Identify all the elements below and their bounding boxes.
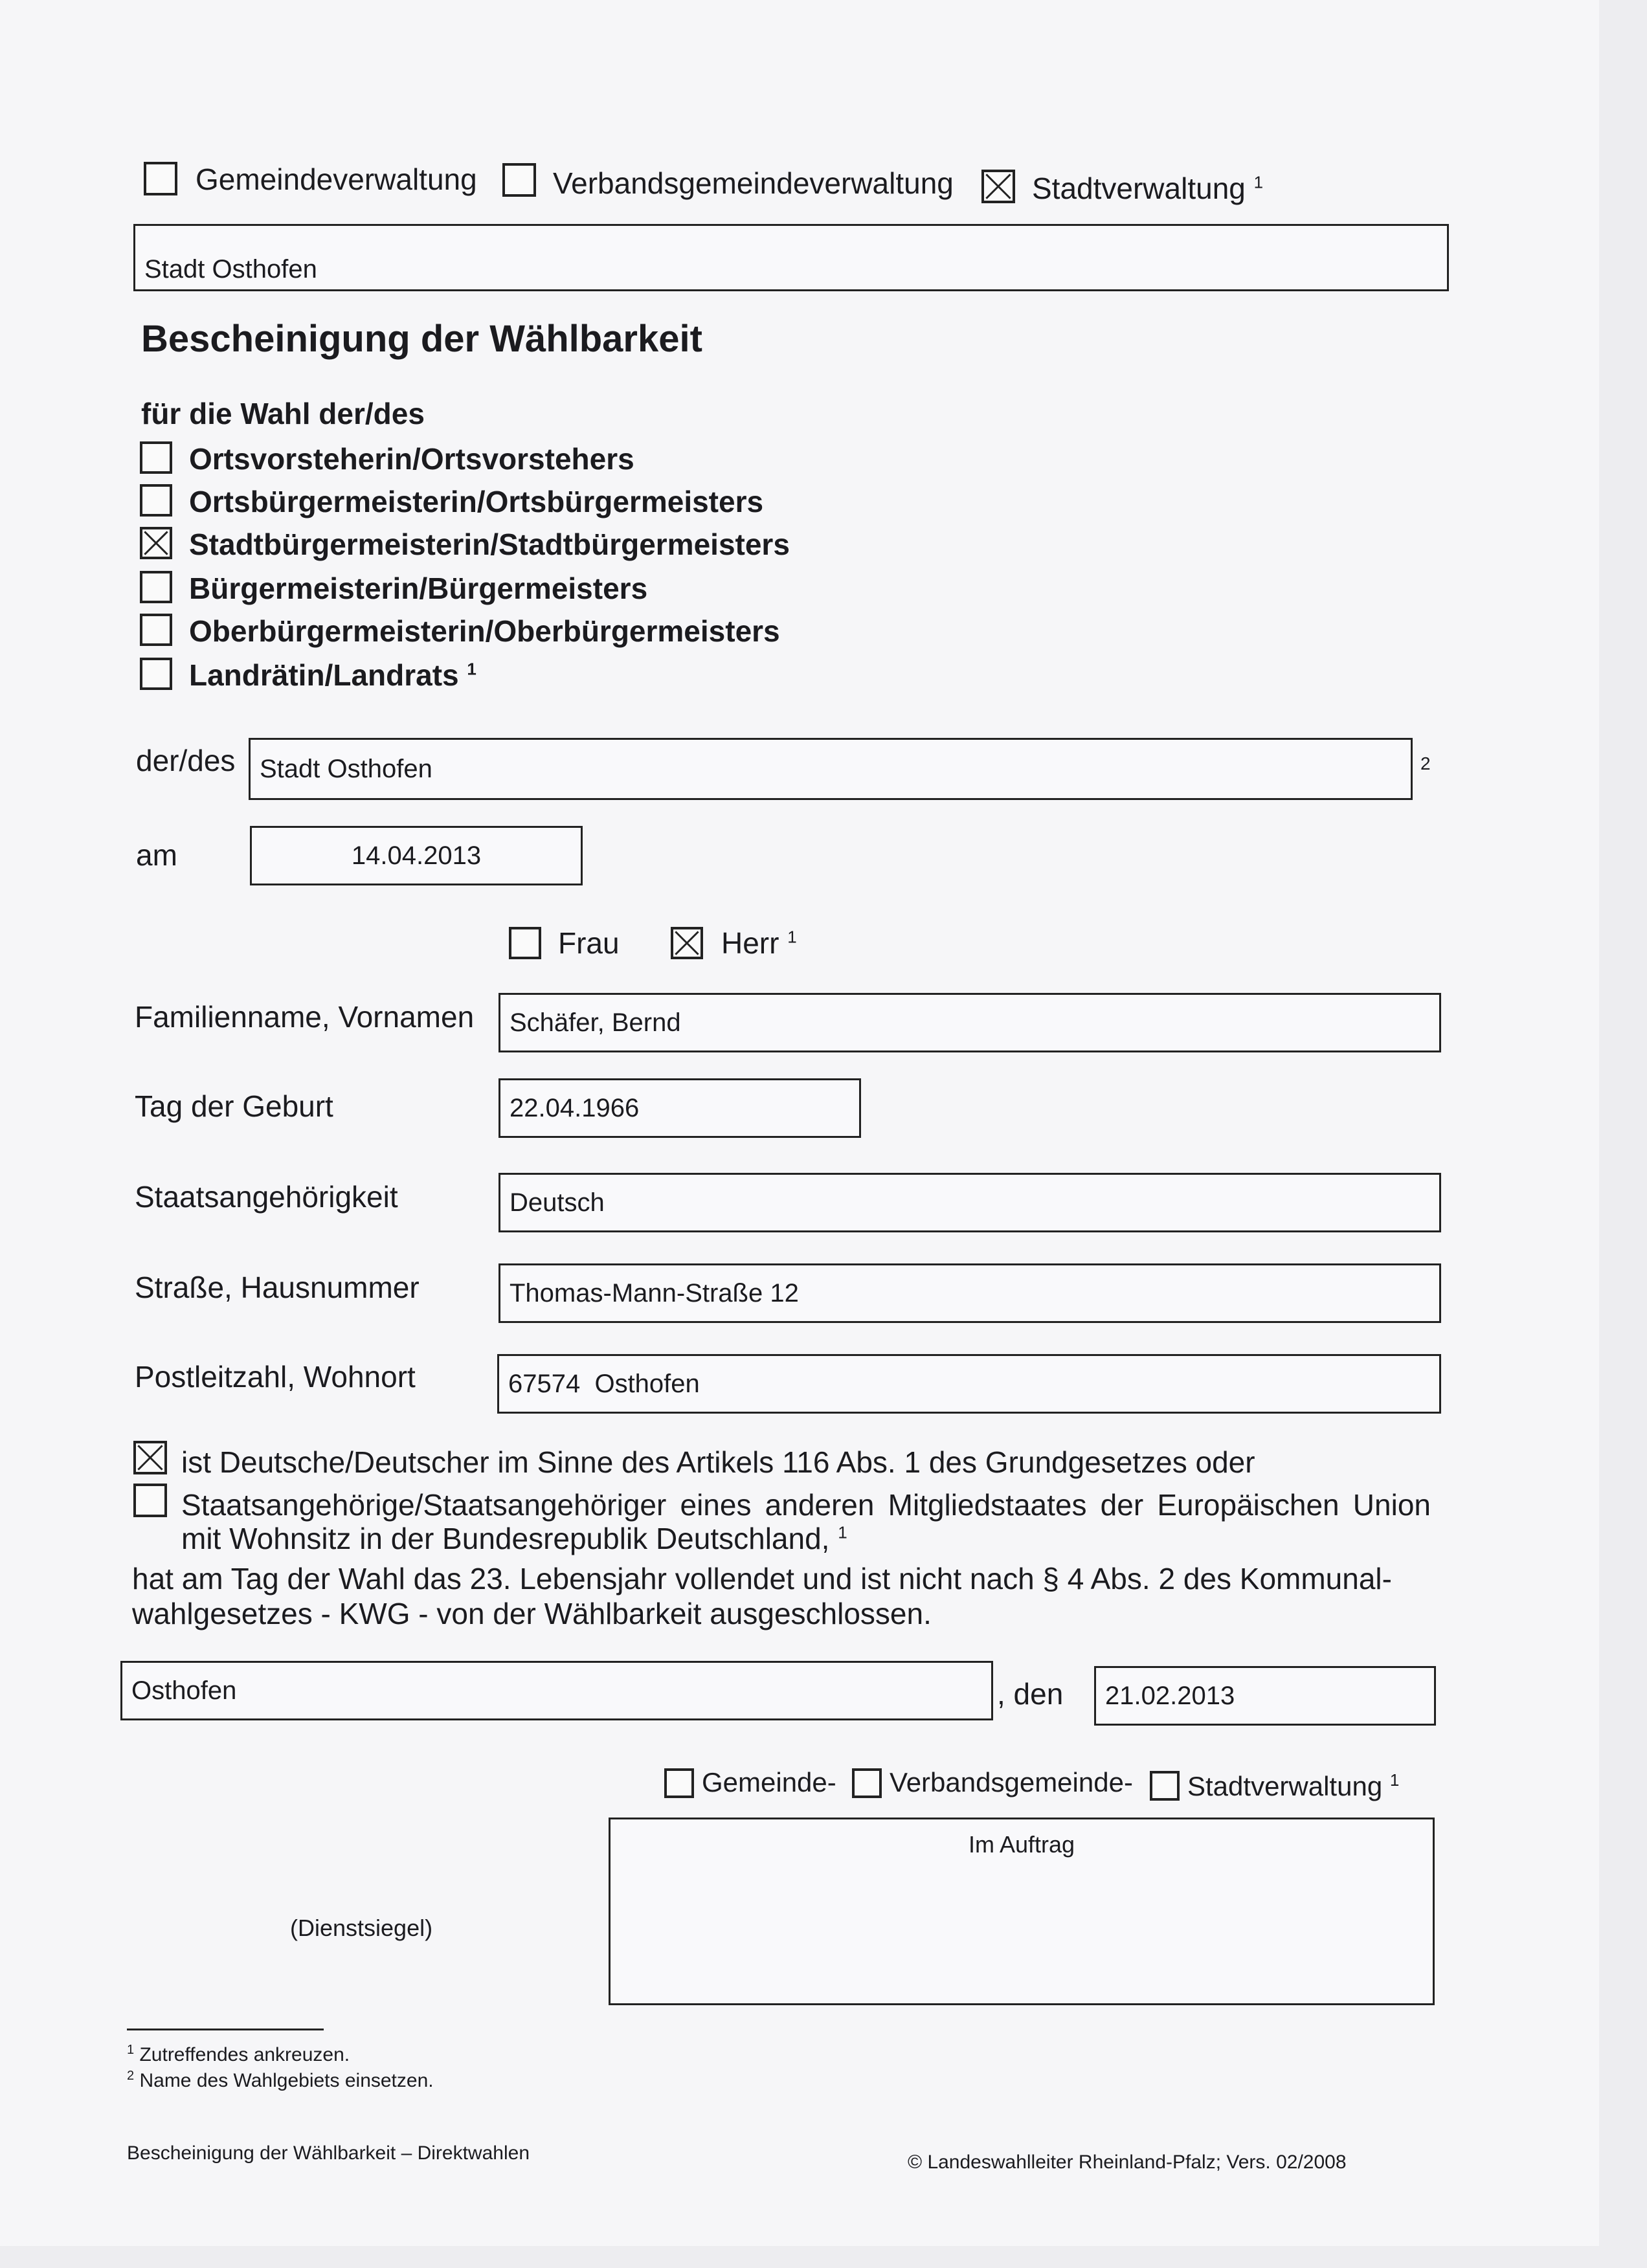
nationality-value: Deutsch bbox=[510, 1188, 605, 1217]
city-field[interactable] bbox=[497, 1354, 1441, 1414]
footnote-1: $^1$ Zutreffendes ankreuzen. bbox=[127, 2043, 350, 2065]
check-x-icon bbox=[984, 172, 1013, 201]
checkbox-deutscher[interactable] bbox=[133, 1441, 167, 1474]
footnote-ref: 1 bbox=[838, 1522, 847, 1542]
checkbox-election-option[interactable] bbox=[140, 527, 172, 559]
election-option-label: Ortsvorsteherin/Ortsvorstehers bbox=[189, 442, 634, 476]
checkbox-sign-verbandsgemeinde[interactable] bbox=[852, 1768, 882, 1798]
label-sign-stadtverwaltung: Stadtverwaltung $^1$ bbox=[1187, 1770, 1400, 1801]
checkbox-stadtverwaltung[interactable] bbox=[981, 170, 1015, 203]
page-title: Bescheinigung der Wählbarkeit bbox=[141, 318, 702, 360]
birth-value: 22.04.1966 bbox=[510, 1093, 640, 1122]
footnote-ref: 1 bbox=[1389, 1770, 1400, 1790]
area-field[interactable] bbox=[249, 738, 1413, 800]
area-label: der/des bbox=[136, 744, 236, 777]
statement-line1: hat am Tag der Wahl das 23. Lebensjahr vollendet und ist nicht nach § 4 Abs. 2 des Kommunal- bbox=[132, 1562, 1392, 1595]
footnote-ref: 1 bbox=[1253, 172, 1264, 192]
label-gemeindeverwaltung: Gemeindeverwaltung bbox=[196, 162, 477, 196]
check-x-icon bbox=[142, 529, 170, 557]
checkbox-gemeindeverwaltung[interactable] bbox=[144, 162, 177, 195]
signature-box[interactable] bbox=[609, 1818, 1435, 2005]
nationality-label: Staatsangehörigkeit bbox=[135, 1180, 398, 1214]
checkbox-election-option[interactable] bbox=[140, 571, 172, 603]
place-field[interactable] bbox=[120, 1661, 993, 1720]
election-option-label: Stadtbürgermeisterin/Stadtbürgermeisters bbox=[189, 528, 790, 561]
im-auftrag-label: Im Auftrag bbox=[968, 1831, 1075, 1858]
footnote-2: $^2$ Name des Wahlgebiets einsetzen. bbox=[127, 2069, 434, 2091]
election-intro: für die Wahl der/des bbox=[141, 397, 425, 430]
election-date-value: 14.04.2013 bbox=[351, 841, 482, 870]
election-option-label: Ortsbürgermeisterin/Ortsbürgermeisters bbox=[189, 485, 764, 518]
check-x-icon bbox=[673, 929, 700, 957]
label-herr: Herr $^1$ bbox=[721, 926, 797, 960]
footer-left: Bescheinigung der Wählbarkeit – Direktwahlen bbox=[127, 2142, 530, 2164]
seal-label: (Dienstsiegel) bbox=[290, 1915, 433, 1941]
election-date-field[interactable] bbox=[250, 826, 583, 885]
footnote-divider bbox=[127, 2029, 324, 2030]
election-option-label: Bürgermeisterin/Bürgermeisters bbox=[189, 572, 648, 605]
birth-field[interactable] bbox=[499, 1078, 861, 1138]
street-value: Thomas-Mann-Straße 12 bbox=[510, 1278, 799, 1307]
authority-field[interactable] bbox=[133, 224, 1449, 291]
street-field[interactable] bbox=[499, 1263, 1441, 1323]
footnote-ref-2: 2 bbox=[1420, 753, 1431, 773]
statement-eu-line2: mit Wohnsitz in der Bundesrepublik Deutschland, $^1$ bbox=[181, 1522, 847, 1555]
name-label: Familienname, Vornamen bbox=[135, 1000, 475, 1034]
city-value: 67574 Osthofen bbox=[508, 1369, 700, 1398]
checkbox-herr[interactable] bbox=[671, 927, 703, 959]
birth-label: Tag der Geburt bbox=[135, 1089, 333, 1123]
footnote-ref: 1 bbox=[467, 659, 476, 679]
checkbox-election-option[interactable] bbox=[140, 614, 172, 646]
footnote-ref: 1 bbox=[787, 927, 797, 947]
checkbox-eu-citizen[interactable] bbox=[133, 1484, 167, 1517]
name-value: Schäfer, Bernd bbox=[510, 1008, 681, 1037]
check-x-icon bbox=[136, 1443, 164, 1472]
statement-deutscher: ist Deutsche/Deutscher im Sinne des Artikels 116 Abs. 1 des Grundgesetzes oder bbox=[181, 1445, 1255, 1479]
nationality-field[interactable] bbox=[499, 1173, 1441, 1232]
den-label: , den bbox=[997, 1677, 1064, 1711]
checkbox-election-option[interactable] bbox=[140, 441, 172, 474]
checkbox-verbandsgemeindeverwaltung[interactable] bbox=[502, 163, 536, 197]
label-sign-verbandsgemeinde: Verbandsgemeinde- bbox=[890, 1767, 1133, 1797]
checkbox-election-option[interactable] bbox=[140, 484, 172, 517]
statement-eu-line1: Staatsangehörige/Staatsangehöriger eines anderen Mitgliedstaates der Europäischen Union bbox=[181, 1488, 1431, 1522]
area-value: Stadt Osthofen bbox=[260, 754, 432, 783]
authority-value: Stadt Osthofen bbox=[144, 254, 317, 284]
street-label: Straße, Hausnummer bbox=[135, 1271, 420, 1304]
checkbox-sign-stadtverwaltung[interactable] bbox=[1150, 1771, 1180, 1801]
election-option-label: Oberbürgermeisterin/Oberbürgermeisters bbox=[189, 614, 780, 648]
sign-date-value: 21.02.2013 bbox=[1105, 1681, 1235, 1710]
checkbox-frau[interactable] bbox=[509, 927, 541, 959]
election-option-label: Landrätin/Landrats $^1$ bbox=[189, 658, 476, 692]
checkbox-election-option[interactable] bbox=[140, 658, 172, 690]
label-frau: Frau bbox=[558, 926, 620, 960]
footer-right: © Landeswahlleiter Rheinland-Pfalz; Vers. 02/2008 bbox=[908, 2151, 1347, 2173]
label-stadtverwaltung: Stadtverwaltung $^1$ bbox=[1032, 172, 1264, 205]
date-label: am bbox=[136, 838, 177, 872]
place-value: Osthofen bbox=[131, 1676, 237, 1705]
label-sign-gemeinde: Gemeinde- bbox=[702, 1767, 836, 1797]
statement-line2: wahlgesetzes - KWG - von der Wählbarkeit ausgeschlossen. bbox=[132, 1597, 932, 1630]
city-label: Postleitzahl, Wohnort bbox=[135, 1360, 416, 1394]
checkbox-sign-gemeinde[interactable] bbox=[664, 1768, 694, 1798]
label-verbandsgemeindeverwaltung: Verbandsgemeindeverwaltung bbox=[553, 166, 954, 200]
sign-date-field[interactable] bbox=[1094, 1666, 1436, 1726]
name-field[interactable] bbox=[499, 993, 1441, 1052]
